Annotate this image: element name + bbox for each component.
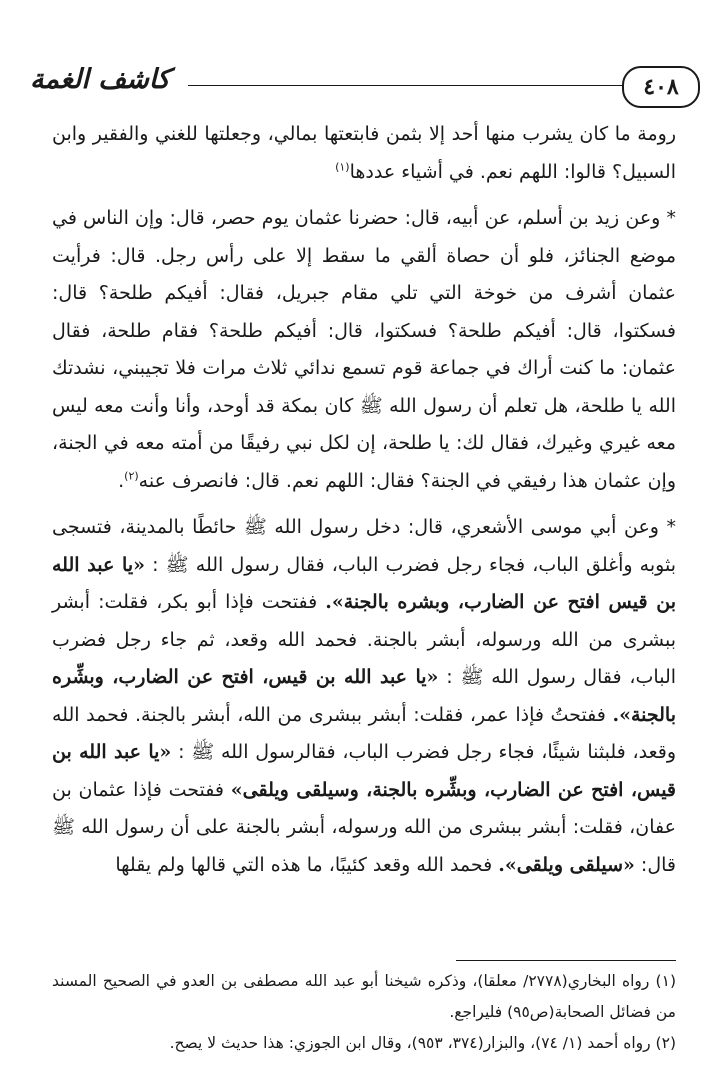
footnote-ref: (٢)	[124, 469, 139, 483]
hadith-quote: «يا عبد الله بن قيس، افتح عن الضارب، وبشِّره بالجنة، وسيلقى ويلقى»	[52, 741, 677, 801]
paragraph	[52, 509, 676, 884]
paragraph-text: رومة ما كان يشرب منها أحد إلا بثمن فابتعتها بمالي، وجعلتها للغني والفقير وابن السبيل؟ قالوا: اللهم نعم. في أشياء عددها	[52, 123, 676, 183]
paragraph-text: * وعن أبي موسى الأشعري، قال: دخل رسول الله ﷺ حائطًا بالمدينة، فتسجى بثوبه وأغلق الباب، فجاء رجل فضرب الباب، فقال رسول الله ﷺ :	[52, 516, 676, 576]
main-text	[52, 116, 676, 893]
footnote-ref: (١)	[335, 160, 350, 174]
page-header	[30, 64, 700, 112]
paragraph-text: ففتحت فإذا عثمان بن عفان، فقلت: أبشر ببشرى من الله ورسوله، أبشر بالجنة على أن رسول الله ﷺ قال:	[52, 778, 676, 876]
footnote: (١) رواه البخاري(٢٧٧٨/ معلقا)، وذكره شيخنا أبو عبد الله مصطفى بن العدو في الصحيح المسند من فضائل الصحابة(ص٩٥) فليراجع.	[52, 972, 676, 1021]
hadith-quote: «سيلقى ويلقى».	[498, 853, 635, 876]
paragraph-text: ففتحت فإذا أبو بكر، فقلت: أبشر ببشرى من الله ورسوله، أبشر بالجنة. فحمد الله وقعد، ثم جاء رجل فضرب الباب، فقال رسول الله ﷺ :	[52, 591, 677, 688]
header-rule	[188, 85, 622, 86]
paragraph	[52, 116, 676, 191]
hadith-quote: «يا عبد الله بن قيس افتح عن الضارب، وبشره بالجنة».	[52, 553, 676, 613]
footnote: (٢) رواه أحمد (١/ ٧٤)، والبزار(٣٧٤، ٩٥٣)، وقال ابن الجوزي: هذا حديث لا يصح.	[169, 1034, 676, 1052]
hadith-quote: «يا عبد الله بن قيس، افتح عن الضارب، وبشِّره بالجنة».	[52, 666, 676, 726]
footnotes	[52, 966, 676, 1059]
paragraph: * وعن زيد بن أسلم، عن أبيه، قال: حضرنا عثمان يوم حصر، قال: وإن الناس في موضع الجنائز، فلو أن حصاة ألقي ما سقط إلا على رأس رجل. قال: فرأيت عثمان أشرف من خوخة التي تلي مقام جبريل، فقال: أفيكم طلحة؟ قال: فسكتوا، قال: أفيكم طلحة؟ فسكتوا، قال: أفيكم طلحة؟ فقام طلحة، فقال عثمان: ما كنت أراك في جماعة قوم تسمع ندائي ثلاث مرات فلا تجيبني، نشدتك الله يا طلحة، هل تعلم أن رسول الله ﷺ كان بمكة قد أوحد، وأنا وأنت معه ليس معه غيري وغيرك، فقال لك: يا طلحة، إن لكل نبي رفيقًا من أمته معه في الجنة، وإن عثمان هذا رفيقي في الجنة؟ فقال: اللهم نعم. قال: فانصرف عنه$^{(٢)}$.	[52, 207, 676, 492]
footnote-divider	[456, 960, 676, 961]
paragraph-text: ففتحتُ فإذا عمر، فقلت: أبشر ببشرى من الله، أبشر بالجنة. فحمد الله وقعد، فلبثنا شيئًا، فجاء رجل فضرب الباب، فقالرسول الله ﷺ :	[52, 703, 677, 763]
paragraph-text: فحمد الله وقعد كئيبًا، ما هذه التي قالها ولم يقلها	[115, 853, 499, 876]
page-number: ٤٠٨	[622, 66, 700, 108]
paragraph-text: * وعن زيد بن أسلم، عن أبيه، قال: حضرنا عثمان يوم حصر، قال: وإن الناس في موضع الجنائز، فلو أن حصاة ألقي ما سقط إلا على رأس رجل. قال: فرأيت عثمان أشرف من خوخة التي تلي مقام جبريل، فقال: أفيكم طلحة؟ قال: فسكتوا، قال: أفيكم طلحة؟ فسكتوا، قال: أفيكم طلحة؟ فقام طلحة، فقال عثمان: ما كنت أراك في جماعة قوم تسمع ندائي ثلاث مرات فلا تجيبني، نشدتك الله يا طلحة، هل تعلم أن رسول الله ﷺ كان بمكة قد أوحد، وأنا وأنت معه ليس معه غيري وغيرك، فقال لك: يا طلحة، إن لكل نبي رفيقًا من أمته معه في الجنة، وإن عثمان هذا رفيقي في الجنة؟ فقال: اللهم نعم. قال: فانصرف عنه	[52, 207, 676, 492]
book-title: كاشف الغمة	[30, 64, 170, 95]
